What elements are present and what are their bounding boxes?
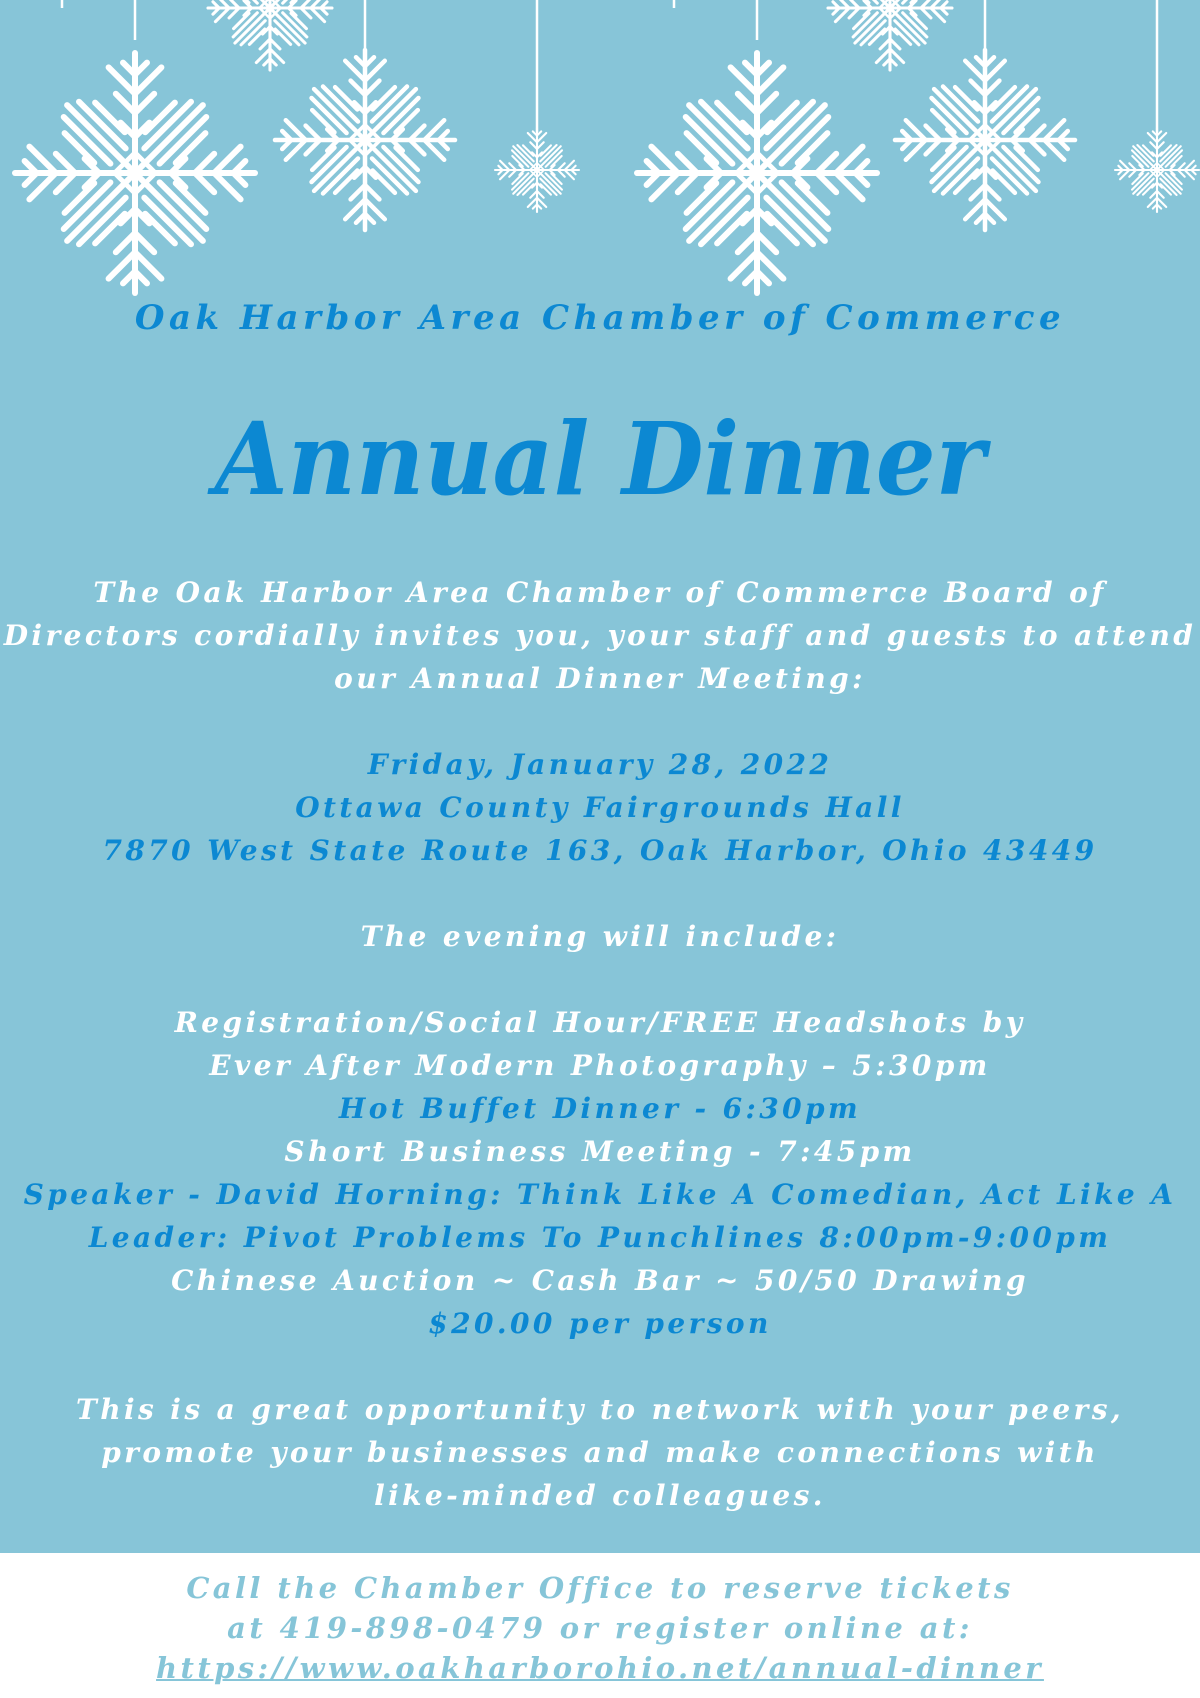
schedule-item: Short Business Meeting - 7:45pm (284, 1135, 916, 1168)
snowflake-decoration (0, 0, 1200, 330)
footer-phone-text: at 419-898-0479 or register online at: (227, 1611, 973, 1645)
invitation-line: The Oak Harbor Area Chamber of Commerce Board of (93, 576, 1107, 609)
closing-line: This is a great opportunity to network with your peers, (75, 1393, 1125, 1426)
footer-cta (0, 1553, 1200, 1698)
organization-name: Oak Harbor Area Chamber of Commerce (134, 298, 1066, 338)
schedule-item: Ever After Modern Photography – 5:30pm (209, 1049, 991, 1082)
invitation-line: Directors cordially invites you, your staff and guests to attend (3, 619, 1197, 652)
closing-line: promote your businesses and make connections with (101, 1436, 1099, 1469)
event-venue: Ottawa County Fairgrounds Hall (295, 791, 905, 824)
event-title: Annual Dinner (214, 400, 986, 518)
schedule-item: Leader: Pivot Problems To Punchlines 8:00pm-9:00pm (88, 1221, 1112, 1254)
event-address: 7870 West State Route 163, Oak Harbor, Ohio 43449 (102, 834, 1098, 867)
closing-line: like-minded colleagues. (374, 1479, 826, 1512)
schedule-intro: The evening will include: (360, 920, 840, 953)
footer-call-text: Call the Chamber Office to reserve tickets (186, 1571, 1014, 1605)
schedule-item: Speaker - David Horning: Think Like A Comedian, Act Like A (23, 1178, 1177, 1211)
schedule-item: Registration/Social Hour/FREE Headshots by (174, 1006, 1026, 1039)
schedule-item: Chinese Auction ~ Cash Bar ~ 50/50 Drawing (171, 1264, 1029, 1297)
ticket-price: $20.00 per person (428, 1307, 772, 1340)
schedule-item: Hot Buffet Dinner - 6:30pm (338, 1092, 862, 1125)
event-date: Friday, January 28, 2022 (367, 748, 833, 781)
registration-link[interactable]: https://www.oakharborohio.net/annual-dinner (156, 1651, 1044, 1685)
invitation-line: our Annual Dinner Meeting: (334, 662, 866, 695)
